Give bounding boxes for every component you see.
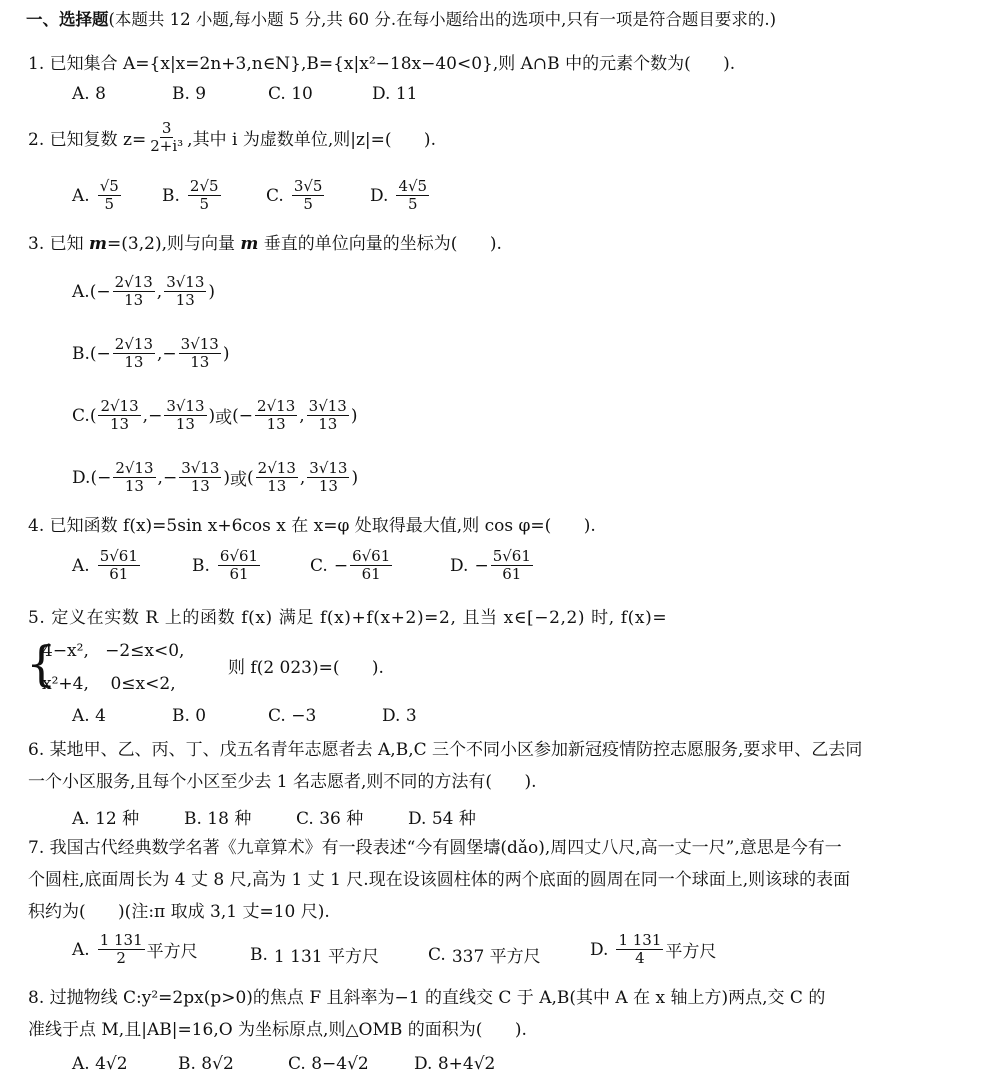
- q3-a-rp: ): [208, 281, 216, 302]
- question-2-stem: [28, 120, 436, 156]
- q3-c-neg2: −: [238, 405, 254, 426]
- q3-c-letter: C.: [72, 405, 90, 426]
- q2-c-den: 5: [303, 195, 313, 214]
- q3-d-den4: 13: [318, 477, 338, 496]
- q4-option-d[interactable]: [450, 548, 535, 584]
- q2-option-c[interactable]: [266, 178, 326, 214]
- q4-d-den: 61: [502, 565, 522, 584]
- q2-a-den: 5: [104, 195, 115, 214]
- q3-d-frac3: [256, 460, 298, 496]
- q3-c-num2: 3√13: [166, 397, 205, 415]
- q1-option-c[interactable]: C. 10: [268, 84, 313, 104]
- q3-option-a[interactable]: [72, 274, 215, 310]
- q4-option-b[interactable]: [192, 548, 262, 584]
- q3-c-num4: 3√13: [308, 397, 347, 415]
- q3-b-den2: 13: [190, 353, 210, 372]
- q3-b-letter: B.: [72, 343, 90, 364]
- question-7-stem-line-1: 7. 我国古代经典数学名著《九章算术》有一段表述“今有圆堡壔(dǎo),周四丈八尺,高一丈一尺”,意思是今有一: [28, 838, 842, 858]
- q3-d-den3: 13: [267, 477, 287, 496]
- q3-c-frac2: [164, 398, 206, 434]
- q3-option-d[interactable]: [72, 460, 358, 496]
- q2-option-d-letter: D.: [370, 185, 389, 206]
- question-7-stem-line-2: 个圆柱,底面周长为 4 丈 8 尺,高为 1 丈 1 尺.现在设该圆柱体的两个底面的圆周在同一个球面上,则该球的表面: [28, 870, 851, 890]
- q1-option-b[interactable]: B. 9: [172, 84, 207, 104]
- q4-a-letter: A.: [72, 555, 90, 576]
- q7-d-unit: 平方尺: [665, 942, 717, 963]
- q3-c-frac1: [98, 398, 140, 434]
- q6-option-b[interactable]: B. 18 种: [184, 809, 252, 829]
- q7-a-unit: 平方尺: [146, 942, 198, 963]
- q3-c-frac3: [255, 398, 297, 434]
- q3-d-comma2: ,: [299, 467, 306, 488]
- q3-c-or: 或: [215, 408, 233, 429]
- q3-d-den2: 13: [190, 477, 210, 496]
- q3-a-neg1: −: [96, 281, 111, 302]
- q7-option-d[interactable]: [590, 932, 716, 968]
- q2-d-den: 5: [407, 195, 418, 214]
- q2-a-num: √5: [99, 177, 119, 195]
- q4-c-letter: C.: [310, 555, 328, 576]
- q8-option-c[interactable]: C. 8−4√2: [288, 1054, 369, 1074]
- q4-b-num: 6√61: [219, 547, 259, 565]
- q3-d-frac4: [307, 460, 349, 496]
- q4-c-den: 61: [361, 565, 381, 584]
- q3-c-den4: 13: [318, 415, 338, 434]
- q3-d-or: 或: [230, 470, 248, 491]
- question-6-stem-line-2: 一个小区服务,且每个小区至少去 1 名志愿者,则不同的方法有( ).: [28, 772, 537, 792]
- q3-c-frac4: [307, 398, 349, 434]
- q3-vector-m-2: m: [240, 234, 259, 254]
- q2-stem-pre: 2. 已知复数 z=: [28, 130, 147, 151]
- q7-d-den: 4: [635, 949, 645, 968]
- q7-option-a[interactable]: [72, 932, 198, 968]
- q2-c-num: 3√5: [293, 177, 323, 195]
- q5-option-b[interactable]: B. 0: [172, 706, 207, 726]
- q3-stem-mid: =(3,2),则与向量: [107, 234, 241, 254]
- q3-option-c[interactable]: [72, 398, 358, 434]
- q3-b-neg1: −: [96, 343, 111, 364]
- q2-option-a-frac: [98, 178, 121, 214]
- q3-d-neg2: −: [162, 467, 178, 488]
- q6-option-c[interactable]: C. 36 种: [296, 809, 364, 829]
- q7-option-b[interactable]: [250, 942, 379, 967]
- q3-b-frac2: [179, 336, 221, 372]
- q3-b-comma: ,: [157, 343, 163, 364]
- question-8-stem-line-2: 准线于点 M,且|AB|=16,O 为坐标原点,则△OMB 的面积为( ).: [28, 1020, 527, 1040]
- q3-b-rp: ): [222, 343, 230, 364]
- q3-b-num2: 3√13: [180, 335, 219, 353]
- q3-d-num1: 2√13: [115, 459, 154, 477]
- q3-d-rp1: ): [223, 467, 231, 488]
- q8-option-d[interactable]: D. 8+4√2: [414, 1054, 496, 1074]
- q3-c-lp2: (: [232, 405, 239, 426]
- q3-d-lp2: (: [247, 467, 254, 488]
- q3-a-den2: 13: [175, 291, 195, 310]
- q3-d-rp2: ): [351, 467, 359, 488]
- q2-b-num: 2√5: [189, 177, 219, 195]
- q3-c-comma2: ,: [299, 405, 305, 426]
- q3-a-letter: A.: [72, 281, 90, 302]
- q2-stem-post: ,其中 i 为虚数单位,则|z|=( ).: [187, 130, 436, 151]
- q4-c-num: 6√61: [352, 547, 391, 565]
- q3-d-num3: 2√13: [257, 459, 296, 477]
- q2-option-b-letter: B.: [162, 185, 180, 206]
- q5-option-d[interactable]: D. 3: [382, 706, 417, 726]
- q3-b-den1: 13: [124, 353, 144, 372]
- q4-b-den: 61: [229, 565, 249, 584]
- q7-b-letter: B.: [250, 944, 268, 965]
- q1-option-a[interactable]: A. 8: [72, 84, 106, 104]
- question-1-stem: 1. 已知集合 A={x|x=2n+3,n∈N},B={x|x²−18x−40<0},则 A∩B 中的元素个数为( ).: [28, 54, 736, 74]
- q2-frac-num: 3: [161, 119, 172, 137]
- q3-c-rp1: ): [208, 405, 216, 426]
- q3-vector-m: m: [89, 234, 108, 254]
- q4-b-frac: [218, 548, 260, 584]
- q3-c-num3: 2√13: [257, 397, 296, 415]
- q2-option-b-frac: [188, 178, 221, 214]
- q3-c-rp2: ): [350, 405, 358, 426]
- q5-tail: 则 f(2 023)=( ).: [228, 658, 384, 678]
- q3-c-den1: 13: [110, 415, 130, 434]
- q3-c-neg1: −: [148, 405, 163, 426]
- q4-a-num: 5√61: [99, 547, 138, 565]
- q2-option-a-letter: A.: [72, 185, 90, 206]
- question-3-stem: [28, 234, 502, 254]
- q7-a-num: 1 131: [99, 931, 143, 949]
- section-title: 一、选择题: [26, 10, 109, 29]
- q7-c-letter: C.: [428, 944, 446, 965]
- q3-d-frac2: [179, 460, 221, 496]
- q4-d-num: 5√61: [492, 547, 531, 565]
- q7-d-letter: D.: [590, 939, 609, 960]
- q3-d-den1: 13: [124, 477, 144, 496]
- q7-d-num: 1 131: [618, 931, 662, 949]
- q5-option-c[interactable]: C. −3: [268, 706, 317, 726]
- q2-frac-den: 2+i³: [150, 137, 184, 156]
- q3-c-den3: 13: [266, 415, 286, 434]
- q2-b-den: 5: [199, 195, 209, 214]
- q3-d-num4: 3√13: [309, 459, 348, 477]
- q5-option-a[interactable]: A. 4: [72, 706, 106, 726]
- q3-d-letter: D.: [72, 467, 91, 488]
- q3-c-den2: 13: [175, 415, 195, 434]
- q1-option-d[interactable]: D. 11: [372, 84, 418, 104]
- q4-a-frac: [98, 548, 140, 584]
- q5-piecewise-brace: {: [26, 636, 57, 692]
- q4-b-letter: B.: [192, 555, 210, 576]
- q4-option-a[interactable]: [72, 548, 142, 584]
- q7-option-c[interactable]: [428, 942, 541, 967]
- q2-option-c-frac: [292, 178, 325, 214]
- q7-a-frac: [98, 932, 145, 968]
- q7-b-text: 1 131 平方尺: [273, 947, 379, 967]
- q4-d-sign: −: [474, 555, 489, 576]
- q6-option-a[interactable]: A. 12 种: [72, 809, 140, 829]
- question-4-stem: 4. 已知函数 f(x)=5sin x+6cos x 在 x=φ 处取得最大值,则 cos φ=( ).: [28, 516, 596, 536]
- q3-b-lp: (: [89, 343, 97, 364]
- q3-b-neg2: −: [162, 343, 177, 364]
- q8-option-b[interactable]: B. 8√2: [178, 1054, 234, 1074]
- question-7-stem-line-3: 积约为( )(注:π 取成 3,1 丈=10 尺).: [28, 902, 330, 922]
- q7-a-letter: A.: [72, 939, 90, 960]
- q2-option-d-frac: [396, 178, 429, 214]
- q3-d-frac1: [113, 460, 155, 496]
- q3-a-num1: 2√13: [114, 273, 153, 291]
- section-description: (本题共 12 小题,每小题 5 分,共 60 分.在每小题给出的选项中,只有一项是符合题目要求的.): [108, 10, 777, 29]
- q3-c-num1: 2√13: [100, 397, 139, 415]
- q3-a-den1: 13: [124, 291, 144, 310]
- q4-d-letter: D.: [450, 555, 469, 576]
- q3-a-num2: 3√13: [166, 273, 205, 291]
- q2-stem-fraction: [148, 120, 185, 156]
- q2-option-a[interactable]: [72, 178, 123, 214]
- q2-option-c-letter: C.: [266, 185, 284, 206]
- q3-b-num1: 2√13: [114, 335, 153, 353]
- q3-a-comma: ,: [156, 281, 163, 302]
- q4-a-den: 61: [109, 565, 129, 584]
- q3-option-b[interactable]: [72, 336, 230, 372]
- question-8-stem-line-1: 8. 过抛物线 C:y²=2px(p>0)的焦点 F 且斜率为−1 的直线交 C 于 A,B(其中 A 在 x 轴上方)两点,交 C 的: [28, 988, 826, 1008]
- q3-stem-post: 垂直的单位向量的坐标为( ).: [258, 234, 502, 254]
- q3-c-comma1: ,: [142, 405, 149, 426]
- question-6-stem-line-1: 6. 某地甲、乙、丙、丁、戊五名青年志愿者去 A,B,C 三个不同小区参加新冠疫情防控志愿服务,要求甲、乙去同: [28, 740, 863, 760]
- q3-a-frac1: [113, 274, 155, 310]
- q4-c-frac: [350, 548, 392, 584]
- q3-a-lp: (: [89, 281, 97, 302]
- q2-option-b[interactable]: [162, 178, 223, 214]
- q5-piece-2: x²+4, 0≤x<2,: [42, 674, 176, 694]
- q3-c-lp1: (: [89, 405, 97, 426]
- q5-piece-1: 4−x², −2≤x<0,: [42, 641, 185, 661]
- section-header: [26, 10, 776, 30]
- q3-d-neg1: −: [97, 467, 112, 488]
- q4-d-frac: [491, 548, 533, 584]
- q3-a-frac2: [164, 274, 206, 310]
- q7-d-frac: [616, 932, 663, 968]
- q3-d-comma1: ,: [157, 467, 163, 488]
- q3-stem-pre: 3. 已知: [28, 234, 90, 254]
- q8-option-a[interactable]: A. 4√2: [72, 1054, 128, 1074]
- q3-b-frac1: [113, 336, 155, 372]
- q3-d-num2: 3√13: [181, 459, 220, 477]
- q7-c-text: 337 平方尺: [451, 947, 541, 967]
- q4-c-sign: −: [333, 555, 349, 576]
- q3-d-lp1: (: [90, 467, 98, 488]
- question-5-stem: 5. 定义在实数 R 上的函数 f(x) 满足 f(x)+f(x+2)=2, 且当 x∈[−2,2) 时, f(x)=: [28, 608, 668, 628]
- q2-d-num: 4√5: [398, 177, 428, 195]
- q4-option-c[interactable]: [310, 548, 394, 584]
- q6-option-d[interactable]: D. 54 种: [408, 809, 476, 829]
- q2-option-d[interactable]: [370, 178, 431, 214]
- q7-a-den: 2: [116, 949, 126, 968]
